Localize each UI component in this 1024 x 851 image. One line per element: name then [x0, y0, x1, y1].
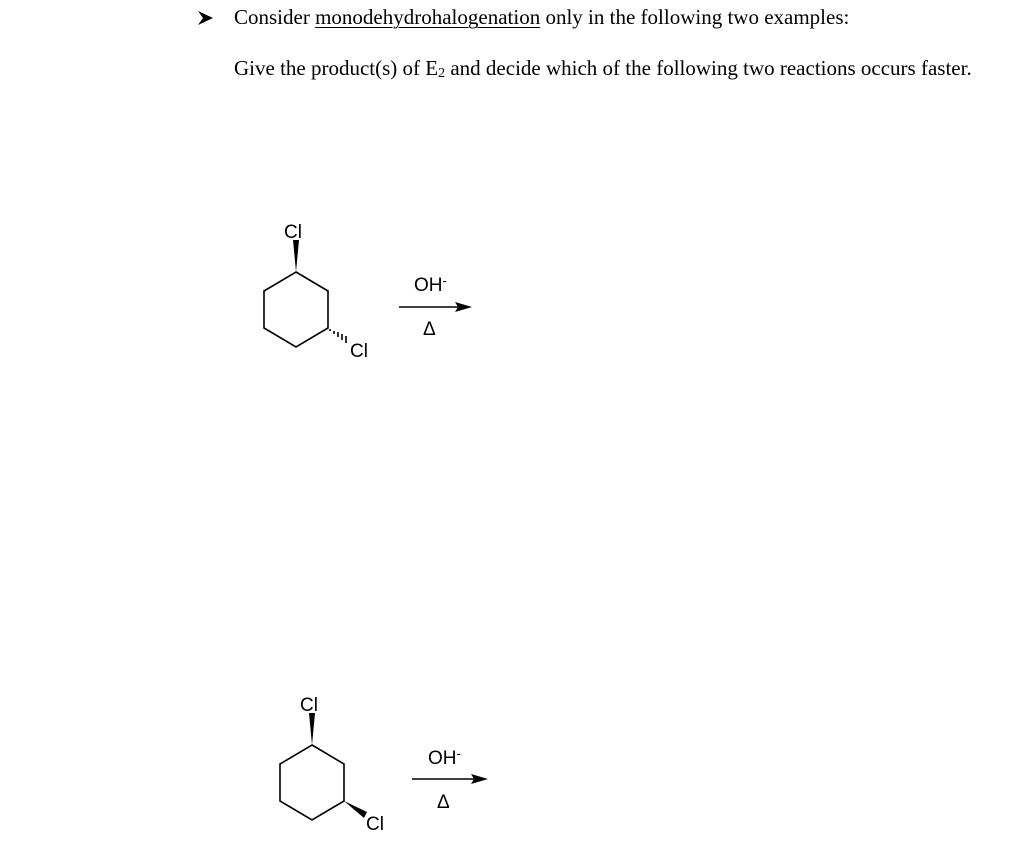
question-part1: Give the product(s) of E	[234, 56, 439, 80]
question-subscript: 2	[438, 66, 446, 81]
hashed-bond-1	[330, 329, 346, 343]
instruction-prefix: Consider	[234, 5, 316, 29]
reaction-1	[264, 222, 472, 362]
question-part2: and decide which of the following two reactions occurs faster.	[445, 56, 972, 80]
wedge-bond-top-2	[309, 713, 315, 745]
wedge-bond-ring-2	[344, 801, 367, 818]
top-cl-label-1: Cl	[284, 222, 302, 243]
wedge-bond-top-1	[293, 240, 299, 272]
reagent-label-2: OH-	[428, 746, 461, 769]
ring-cl-label-1: Cl	[350, 341, 368, 362]
reaction-2	[280, 695, 488, 835]
heat-symbol-1: Δ	[423, 319, 436, 340]
monodehydrohalogenation-term: monodehydrohalogenation	[315, 5, 541, 29]
heat-symbol-2: Δ	[437, 792, 450, 813]
cyclohexane-ring-1	[264, 272, 328, 347]
top-cl-label-2: Cl	[300, 695, 318, 716]
reagent-label-1: OH-	[414, 273, 447, 296]
ring-cl-label-2: Cl	[366, 814, 384, 835]
instruction-suffix: only in the following two examples:	[540, 5, 850, 29]
cyclohexane-ring-2	[280, 745, 344, 820]
